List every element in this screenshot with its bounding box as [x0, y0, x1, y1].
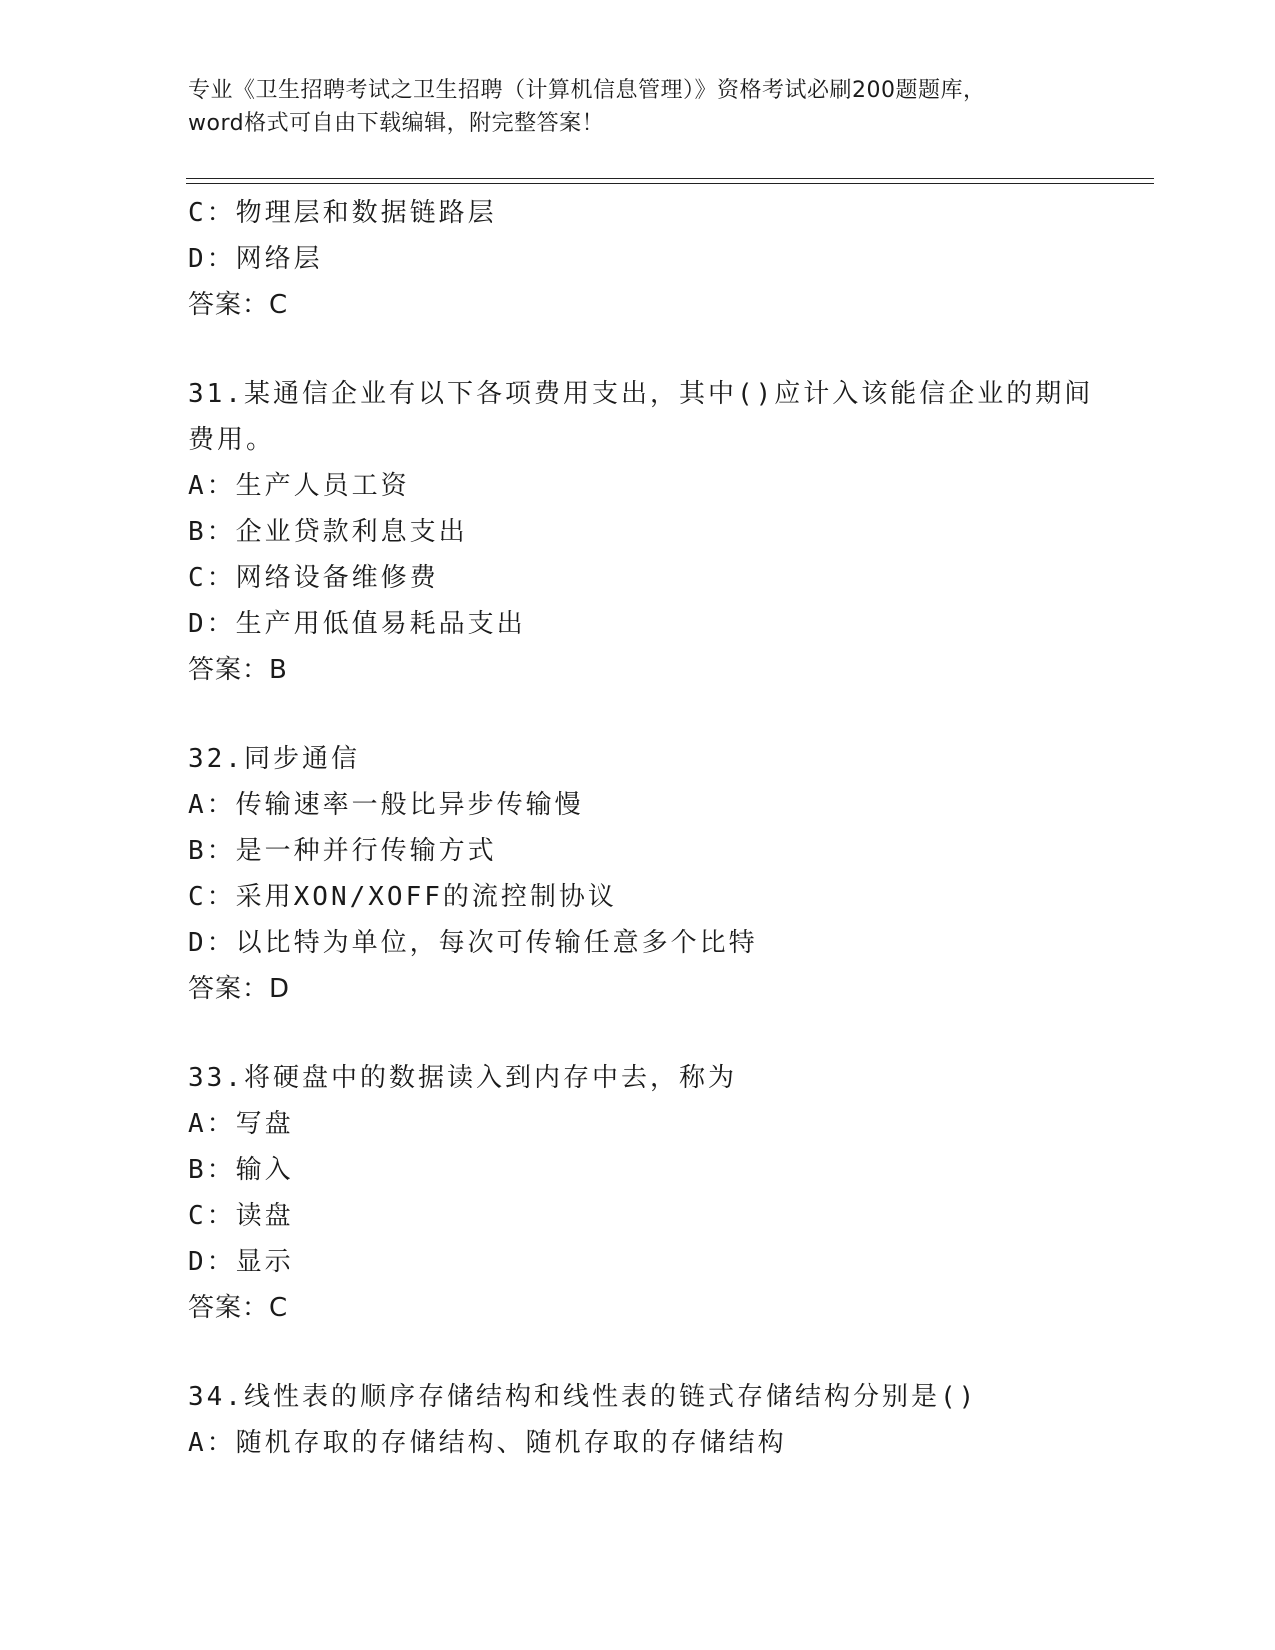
answer-line: 答案：D	[188, 974, 291, 1004]
option-a: A：写盘	[188, 1109, 294, 1139]
answer-line: 答案：C	[188, 1293, 289, 1323]
option-d: D：显示	[188, 1247, 294, 1277]
header-line-1: 专业《卫生招聘考试之卫生招聘（计算机信息管理）》资格考试必刷200题题库，	[188, 78, 986, 103]
question-text: 34.线性表的顺序存储结构和线性表的链式存储结构分别是()	[188, 1382, 978, 1412]
option-b: B：是一种并行传输方式	[188, 836, 497, 866]
question-block	[188, 371, 1094, 693]
question-text: 33.将硬盘中的数据读入到内存中去，称为	[188, 1063, 737, 1093]
option-c: C：读盘	[188, 1201, 294, 1231]
header-divider-top	[186, 178, 1154, 179]
document-header	[188, 74, 1088, 140]
question-text: 31.某通信企业有以下各项费用支出，其中()应计入该能信企业的期间	[188, 379, 1094, 409]
question-block	[188, 1374, 1088, 1466]
option-a: A：传输速率一般比异步传输慢	[188, 790, 584, 820]
header-line-2: word格式可自由下载编辑，附完整答案！	[188, 111, 605, 136]
option-b: B：输入	[188, 1155, 294, 1185]
question-text: 32.同步通信	[188, 744, 360, 774]
answer-line: 答案：C	[188, 290, 289, 320]
option-c: C：采用XON/XOFF的流控制协议	[188, 882, 617, 912]
option-a: A：生产人员工资	[188, 471, 410, 501]
option-c: C：物理层和数据链路层	[188, 198, 497, 228]
option-d: D：生产用低值易耗品支出	[188, 609, 526, 639]
header-divider-bottom	[186, 183, 1154, 184]
option-a: A：随机存取的存储结构、随机存取的存储结构	[188, 1428, 787, 1458]
option-d: D：网络层	[188, 244, 323, 274]
answer-line: 答案：B	[188, 655, 288, 685]
option-d: D：以比特为单位，每次可传输任意多个比特	[188, 928, 758, 958]
question-block	[188, 1055, 1088, 1331]
question-list	[188, 190, 1094, 1466]
question-block	[188, 736, 1088, 1012]
option-c: C：网络设备维修费	[188, 563, 439, 593]
question-text-continued: 费用。	[188, 425, 276, 455]
question-fragment	[188, 190, 1088, 328]
option-b: B：企业贷款利息支出	[188, 517, 468, 547]
